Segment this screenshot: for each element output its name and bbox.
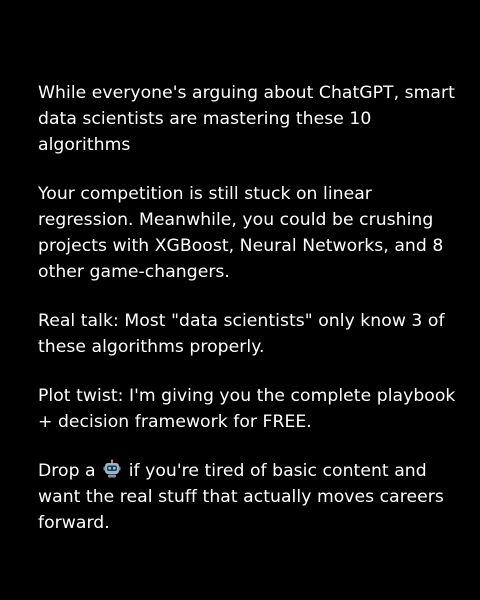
paragraph-plot-twist: Plot twist: I'm giving you the complete playbook + decision framework for FREE. [38,386,456,432]
cta-text-after: if you're tired of basic content and want the real stuff that actually moves careers forward. [38,461,444,533]
paragraph-real-talk: Real talk: Most "data scientists" only know 3 of these algorithms properly. [38,311,445,357]
paragraph-competition: Your competition is still stuck on linear regression. Meanwhile, you could be crushing projects with XGBoost, Neural Networks, and 8 other game-changers. [38,184,444,282]
post-text [38,80,458,536]
cta-text-before: Drop a [38,461,96,481]
paragraph-call-to-action [38,458,458,536]
paragraph-intro: While everyone's arguing about ChatGPT, smart data scientists are mastering these 10 algorithms [38,83,455,155]
robot-emoji-icon [102,459,122,479]
